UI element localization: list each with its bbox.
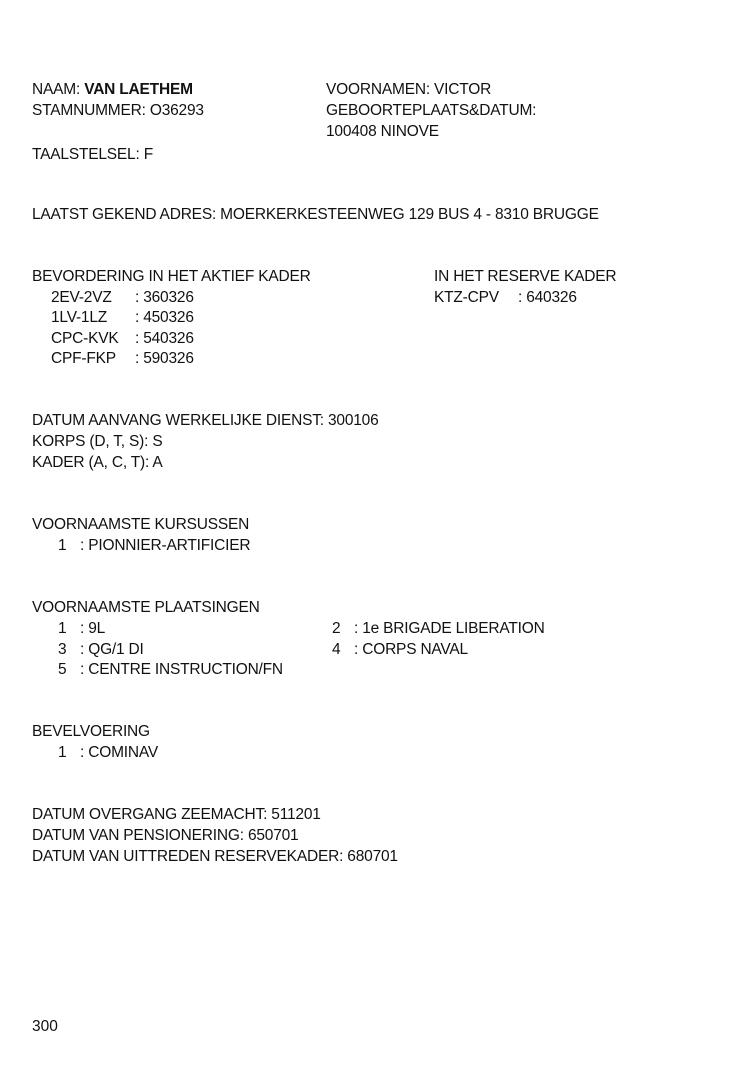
item-number: 4 [332, 641, 341, 658]
item-text: : COMINAV [80, 744, 159, 761]
rank-date: : 450326 [135, 309, 194, 326]
page-number: 300 [32, 1018, 58, 1035]
rank-date: : 640326 [518, 289, 577, 306]
datum-pensionering: DATUM VAN PENSIONERING: 650701 [32, 827, 299, 844]
rank-date: : 590326 [135, 350, 194, 367]
bevordering-aktief-row [51, 329, 194, 350]
naam-value: VAN LAETHEM [84, 81, 193, 98]
stamnummer: STAMNUMMER: O36293 [32, 102, 204, 119]
geboorte-value: 100408 NINOVE [326, 123, 439, 140]
rank-code: 2EV-2VZ [51, 289, 112, 306]
item-number: 2 [332, 620, 341, 637]
item-number: 1 [58, 620, 67, 637]
datum-uittreden-reservekader: DATUM VAN UITTREDEN RESERVEKADER: 680701 [32, 848, 398, 865]
geboorte-label: GEBOORTEPLAATS&DATUM: [326, 102, 537, 119]
rank-date: : 540326 [135, 330, 194, 347]
bevelvoering-item [58, 743, 158, 764]
bevordering-reserve-row [434, 288, 577, 309]
voornamen: VOORNAMEN: VICTOR [326, 81, 492, 98]
item-number: 3 [58, 641, 67, 658]
bevordering-aktief-row [51, 308, 194, 329]
laatst-gekend-adres: LAATST GEKEND ADRES: MOERKERKESTEENWEG 129 BUS 4 - 8310 BRUGGE [32, 206, 599, 223]
item-text: : CORPS NAVAL [354, 641, 468, 658]
item-text: : PIONNIER-ARTIFICIER [80, 537, 251, 554]
naam-label: NAAM: [32, 81, 81, 98]
kursussen-title: VOORNAAMSTE KURSUSSEN [32, 516, 250, 533]
datum-overgang-zeemacht: DATUM OVERGANG ZEEMACHT: 511201 [32, 806, 321, 823]
bevelvoering-title: BEVELVOERING [32, 723, 150, 740]
kursus-item [58, 536, 250, 557]
naam-line [32, 80, 193, 101]
item-text: : QG/1 DI [80, 641, 144, 658]
item-number: 1 [58, 537, 67, 554]
plaatsing-item [332, 619, 545, 640]
plaatsing-item [58, 640, 144, 661]
rank-code: KTZ-CPV [434, 289, 499, 306]
bevordering-reserve-title: IN HET RESERVE KADER [434, 268, 617, 285]
item-text: : 1e BRIGADE LIBERATION [354, 620, 545, 637]
rank-date: : 360326 [135, 289, 194, 306]
bevordering-aktief-row [51, 288, 194, 309]
plaatsing-item [332, 640, 468, 661]
bevordering-aktief-row [51, 349, 194, 370]
item-number: 5 [58, 661, 67, 678]
rank-code: CPF-FKP [51, 350, 116, 367]
bevordering-aktief-title: BEVORDERING IN HET AKTIEF KADER [32, 268, 311, 285]
item-number: 1 [58, 744, 67, 761]
item-text: : CENTRE INSTRUCTION/FN [80, 661, 283, 678]
taalstelsel: TAALSTELSEL: F [32, 146, 153, 163]
plaatsing-item [58, 619, 105, 640]
korps: KORPS (D, T, S): S [32, 433, 163, 450]
plaatsing-item [58, 660, 283, 681]
datum-aanvang-dienst: DATUM AANVANG WERKELIJKE DIENST: 300106 [32, 412, 379, 429]
kader: KADER (A, C, T): A [32, 454, 163, 471]
rank-code: 1LV-1LZ [51, 309, 108, 326]
plaatsingen-title: VOORNAAMSTE PLAATSINGEN [32, 599, 260, 616]
rank-code: CPC-KVK [51, 330, 119, 347]
item-text: : 9L [80, 620, 106, 637]
